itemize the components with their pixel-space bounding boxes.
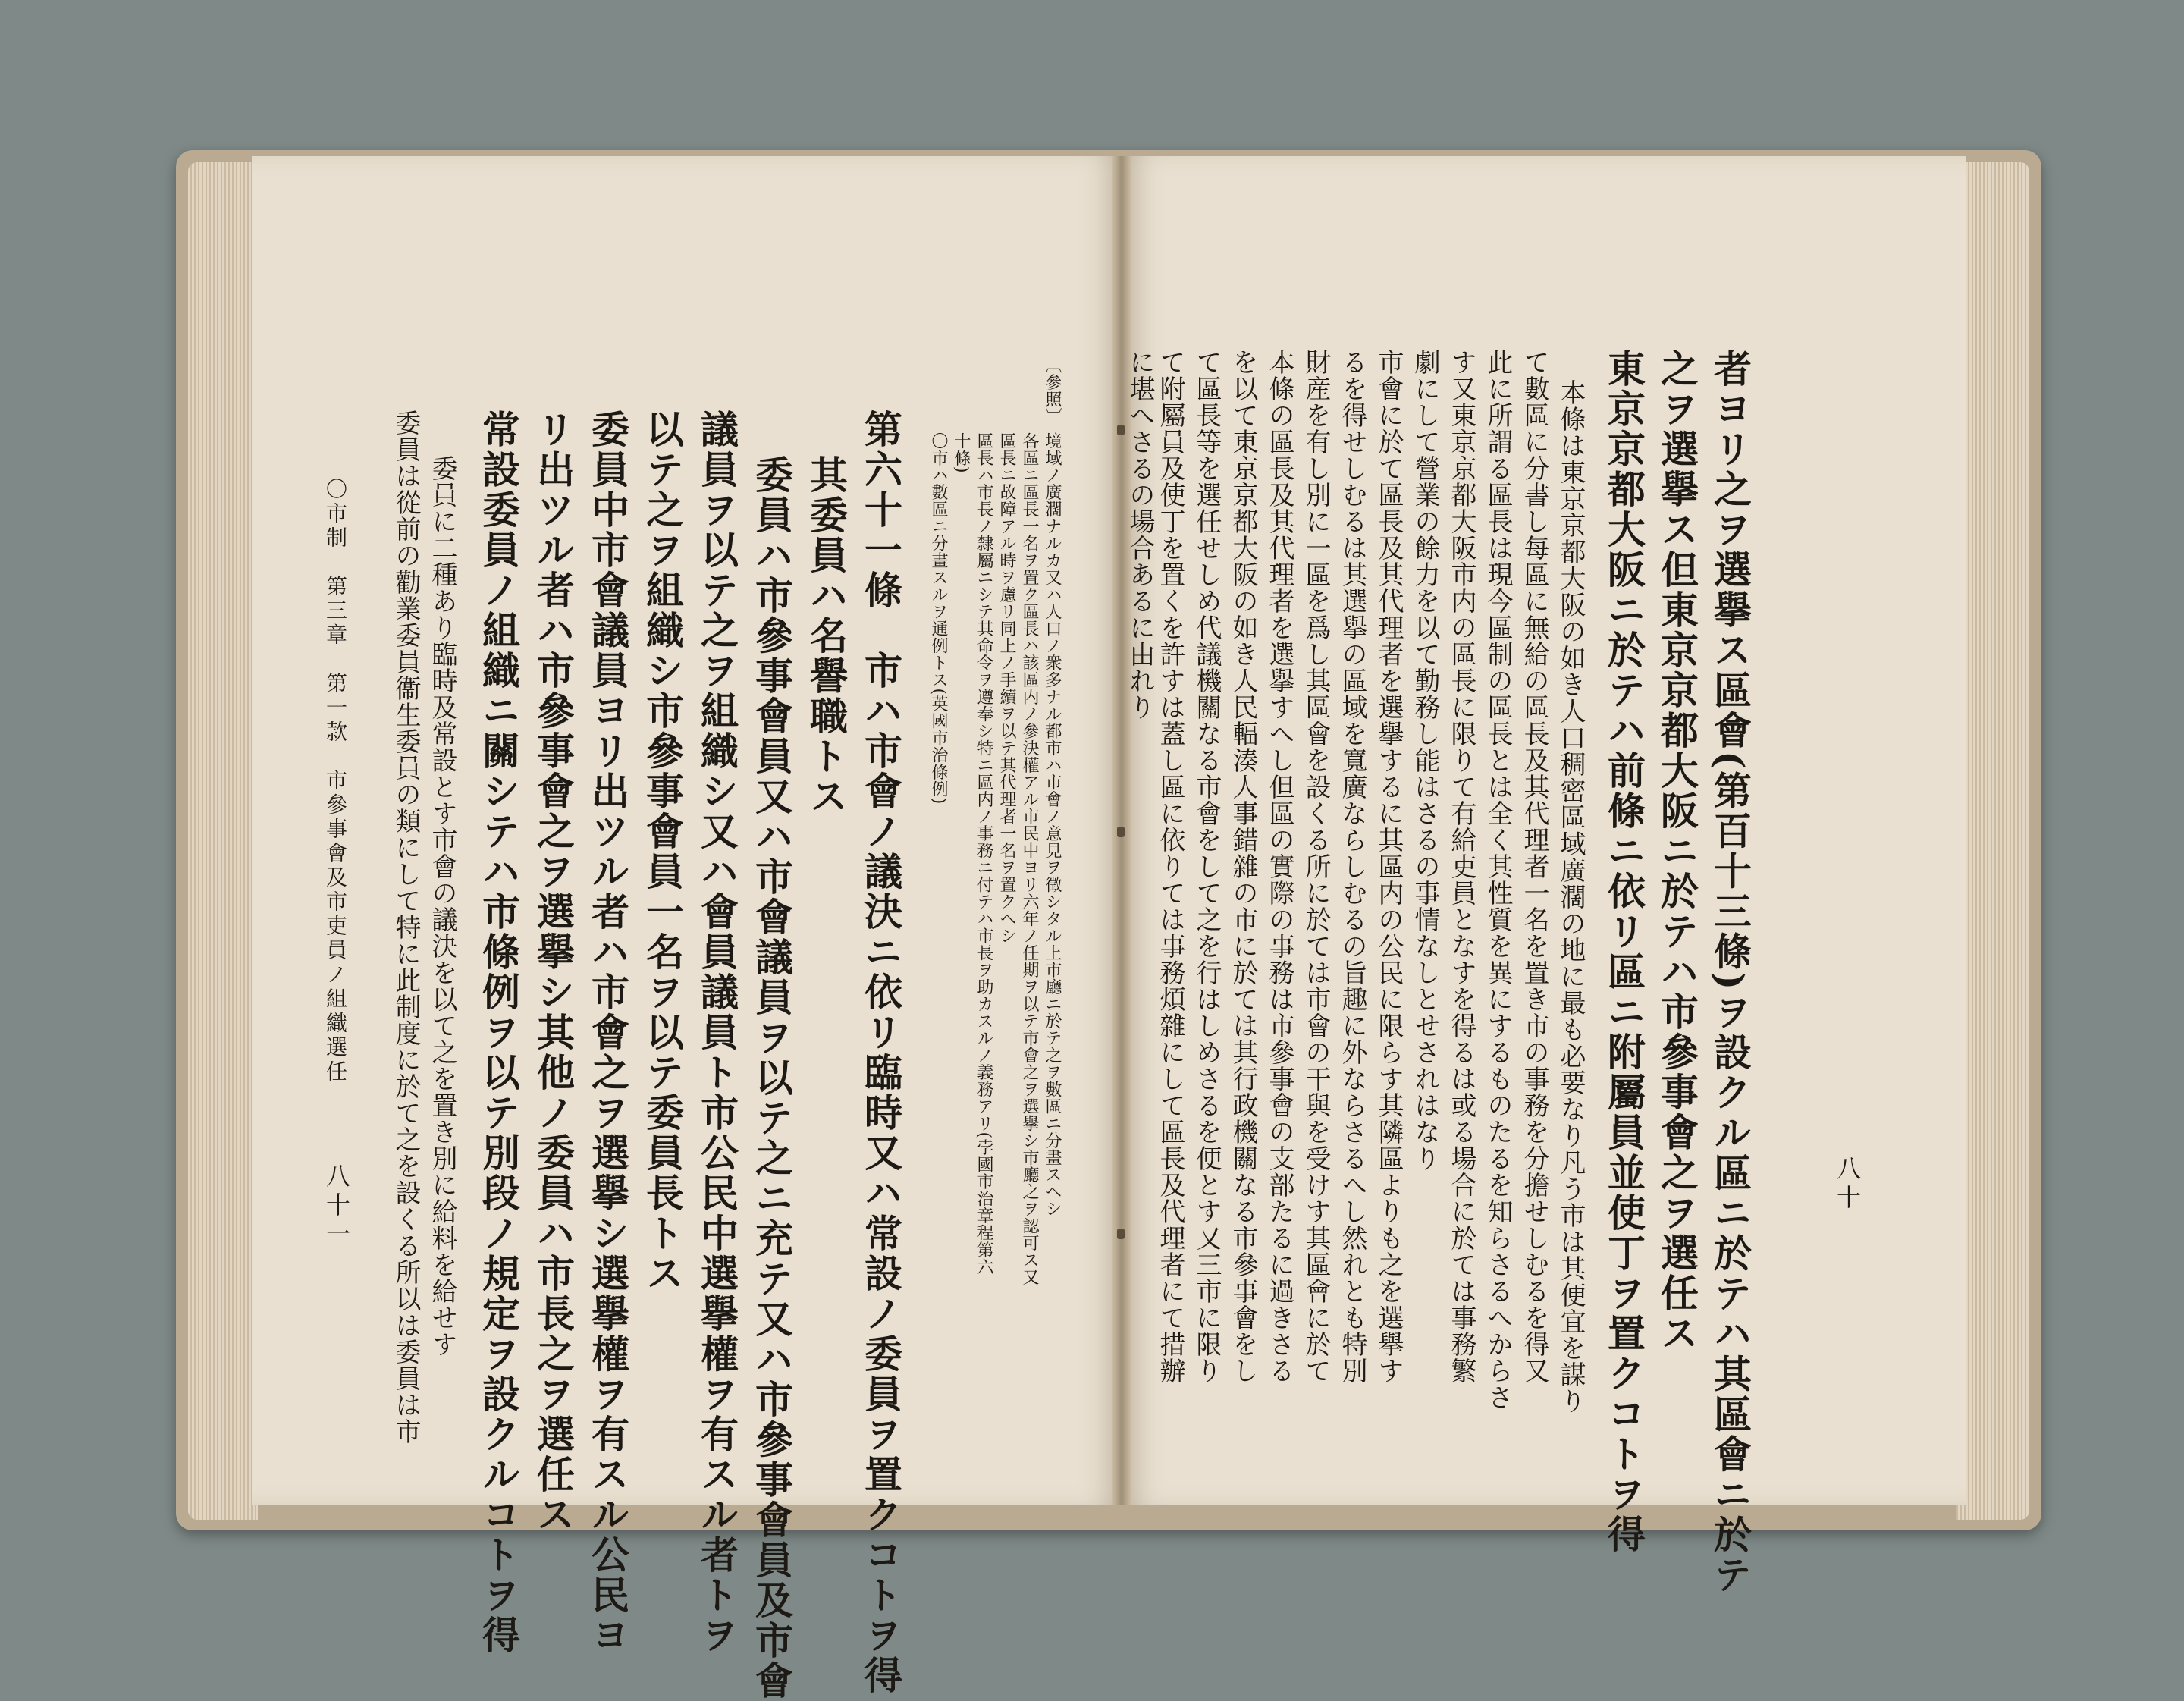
sanshou-col: 區長ハ市長ノ隸屬ニシテ其命令ヲ遵奉シ特ニ區内ノ事務ニ付テハ市長ヲ助カスルノ義務アリ(孛國市治章程第六 (974, 432, 993, 1276)
left-text-col: 第六十一條 市ハ市會ノ議決ニ依リ臨時又ハ常設ノ委員ヲ置クコトヲ得 (858, 410, 903, 1696)
binding-stitch (1117, 1229, 1125, 1239)
left-text-col: 議員ヲ以テ之ヲ組織シ又ハ會員議員ト市公民中選擧權ヲ有スル者トヲ (695, 410, 739, 1655)
left-commentary-col: 委員に二種あり臨時及常設とす市會の議決を以て之を置き別に給料を給せす (427, 455, 457, 1357)
left-text-col: 委員中市會議員ヨリ出ツル者ハ市會之ヲ選擧シ選擧權ヲ有スル公民ヨ (585, 410, 630, 1655)
binding-stitch (1117, 425, 1125, 435)
sanshou-col: 境域ノ廣濶ナルカ又ハ人口ノ衆多ナル都市ハ市會ノ意見ヲ徵シタル上市廳ニ於テ之ヲ數區ニ分畫スヘシ (1043, 432, 1062, 1217)
right-commentary-col: 劇にして營業の餘力を以て勤務し能はさるの事情なしとせされはなり (1410, 349, 1440, 1172)
page-edges-right (1956, 162, 2029, 1520)
page-number-left: 八十一 (322, 1163, 351, 1250)
right-text-col: 者ヨリ之ヲ選擧ス區會(第百十三條)ヲ設クル區ニ於テハ其區會ニ於テ (1708, 349, 1753, 1596)
left-text-col: リ出ツル者ハ市參事會之ヲ選擧シ其他ノ委員ハ市長之ヲ選任ス (531, 410, 576, 1535)
right-commentary-col: て區長等を選任せしめ代議機關なる市會をして之を行はしめさるを便とす又三市に限り (1191, 349, 1222, 1384)
sanshou-col: 十條) (952, 432, 971, 474)
right-commentary-col: 本條は東京京都大阪の如き人口稠密區域廣濶の地に最も必要なり凡う市は其便宜を謀り (1555, 379, 1586, 1414)
right-text-col: 東京京都大阪ニ於テハ前條ニ依リ區ニ附屬員並使丁ヲ置クコトヲ得 (1602, 349, 1646, 1555)
right-commentary-col: 財産を有し別に一區を爲し其區會を設くる所に於ては市會の干與を受けす其區會に於て (1301, 349, 1331, 1384)
left-text-col: 委員ハ市參事會員又ハ市會議員ヲ以テ之ニ充テ又ハ市參事會員及市會 (749, 455, 794, 1701)
right-commentary-col: 此に所謂る區長は現今區制の區長とは全く其性質を異にするものたるを知らさるへからさ (1483, 349, 1513, 1411)
right-commentary-col: す又東京京都大阪市内の區長に限りて有給吏員となすを得るは或る場合に於ては事務繁 (1446, 349, 1476, 1384)
right-commentary-col: 本條の區長及其代理者を選擧すへし但區の實際の事務は市參事會の支部たるに過きさる (1264, 349, 1294, 1384)
sanshou-col: 〇市ハ數區ニ分畫スルヲ通例トス(英國市治條例) (929, 432, 948, 805)
right-commentary-col: るを得せしむるは其選擧の區域を寬廣ならしむるの旨趣に外ならさるへし然れとも特別 (1337, 349, 1367, 1384)
right-commentary-col: 市會に於て區長及其代理者を選擧するに其區内の公民に限らす其隣區よりも之を選擧す (1373, 349, 1404, 1384)
sanshou-col: 區長ニ故障アル時ヲ慮リ同上ノ手續ヲ以テ其代理者一名ヲ置クヘシ (997, 432, 1016, 944)
page-edges-left (188, 162, 258, 1520)
left-footer-header: 〇市制 第三章 第一款 市參事會及市吏員ノ組織選任 (323, 478, 348, 1084)
right-commentary-col: て數區に分書し每區に無給の區長及其代理者一名を置き市の事務を分擔せしむるを得又 (1519, 349, 1549, 1384)
left-text-col: 常設委員ノ組織ニ關シテハ市條例ヲ以テ別段ノ規定ヲ設クルコトヲ得 (476, 410, 521, 1655)
right-commentary-col: に堪へさるの場合あるに由れり (1125, 349, 1155, 720)
right-commentary-col: て附屬員及使丁を置くを許すは蓋し區に依りては事務煩雜にして區長及代理者にて措辦 (1155, 349, 1185, 1384)
left-text-col: 其委員ハ名譽職トス (804, 455, 849, 817)
right-commentary-col: を以て東京京都大阪の如き人民輻湊人事錯雜の市に於ては其行政機關なる市參事會をし (1228, 349, 1258, 1384)
left-commentary-col: 委員は從前の勸業委員衞生委員の類にして特に此制度に於て之を設くる所以は委員は市 (391, 410, 421, 1445)
right-text-col: 之ヲ選擧ス但東京京都大阪ニ於テハ市參事會之ヲ選任ス (1655, 349, 1699, 1354)
left-text-col: 以テ之ヲ組織シ市參事會員一名ヲ以テ委員長トス (640, 410, 685, 1294)
binding-stitch (1117, 827, 1125, 837)
sanshou-col: 各區ニ區長一名ヲ置ク區長ハ該區内ノ參決權アル市民中ヨリ六年ノ任期ヲ以テ市會之ヲ選擧シ市廳之ヲ認可ス又 (1020, 432, 1039, 1285)
page-number-right: 八十 (1833, 1156, 1862, 1213)
sanshou-label: 〔參照〕 (1043, 356, 1062, 425)
